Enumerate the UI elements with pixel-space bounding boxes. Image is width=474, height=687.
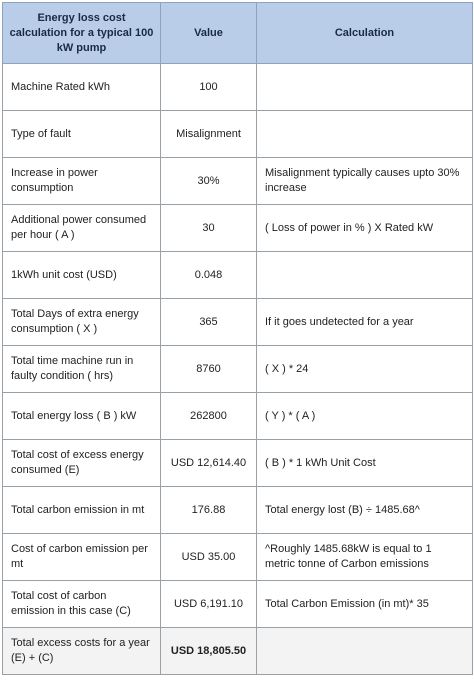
row-label: Total excess costs for a year (E) + (C) <box>3 628 161 675</box>
row-calculation: ( Y ) * ( A ) <box>257 393 473 440</box>
row-label: Total cost of excess energy consumed (E) <box>3 440 161 487</box>
row-value: 8760 <box>161 346 257 393</box>
row-value: 365 <box>161 299 257 346</box>
table-row <box>3 440 473 487</box>
table-row <box>3 205 473 252</box>
row-calculation <box>257 252 473 299</box>
energy-loss-table-container <box>2 2 473 675</box>
table-header-row <box>3 3 473 64</box>
table-row <box>3 252 473 299</box>
table-row <box>3 393 473 440</box>
row-label: Increase in power consumption <box>3 158 161 205</box>
row-value: 176.88 <box>161 487 257 534</box>
row-calculation: If it goes undetected for a year <box>257 299 473 346</box>
row-calculation: Total Carbon Emission (in mt)* 35 <box>257 581 473 628</box>
table-row <box>3 534 473 581</box>
row-calculation: ( Loss of power in % ) X Rated kW <box>257 205 473 252</box>
row-label: Type of fault <box>3 111 161 158</box>
row-label: Total carbon emission in mt <box>3 487 161 534</box>
row-value: 30 <box>161 205 257 252</box>
row-value: Misalignment <box>161 111 257 158</box>
row-label: 1kWh unit cost (USD) <box>3 252 161 299</box>
table-row <box>3 299 473 346</box>
energy-loss-table <box>2 2 473 675</box>
row-label: Machine Rated kWh <box>3 64 161 111</box>
row-label: Total cost of carbon emission in this case (C) <box>3 581 161 628</box>
row-value: USD 12,614.40 <box>161 440 257 487</box>
table-row <box>3 346 473 393</box>
row-calculation: Misalignment typically causes upto 30% increase <box>257 158 473 205</box>
row-calculation <box>257 64 473 111</box>
row-calculation: ( B ) * 1 kWh Unit Cost <box>257 440 473 487</box>
table-row <box>3 64 473 111</box>
row-value: 0.048 <box>161 252 257 299</box>
row-calculation <box>257 111 473 158</box>
row-value: 100 <box>161 64 257 111</box>
table-row <box>3 487 473 534</box>
row-label: Total time machine run in faulty condition ( hrs) <box>3 346 161 393</box>
row-label: Cost of carbon emission per mt <box>3 534 161 581</box>
header-value: Value <box>161 3 257 64</box>
row-label: Total Days of extra energy consumption ( X ) <box>3 299 161 346</box>
row-calculation: Total energy lost (B) ÷ 1485.68^ <box>257 487 473 534</box>
table-row <box>3 158 473 205</box>
row-label: Additional power consumed per hour ( A ) <box>3 205 161 252</box>
row-value: USD 35.00 <box>161 534 257 581</box>
row-label: Total energy loss ( B ) kW <box>3 393 161 440</box>
row-calculation <box>257 628 473 675</box>
row-calculation: ^Roughly 1485.68kW is equal to 1 metric tonne of Carbon emissions <box>257 534 473 581</box>
row-value-total: USD 18,805.50 <box>161 628 257 675</box>
table-row <box>3 111 473 158</box>
row-value: 30% <box>161 158 257 205</box>
header-description: Energy loss cost calculation for a typical 100 kW pump <box>3 3 161 64</box>
row-calculation: ( X ) * 24 <box>257 346 473 393</box>
row-value: USD 6,191.10 <box>161 581 257 628</box>
row-value: 262800 <box>161 393 257 440</box>
header-calculation: Calculation <box>257 3 473 64</box>
table-row <box>3 581 473 628</box>
table-row-total <box>3 628 473 675</box>
